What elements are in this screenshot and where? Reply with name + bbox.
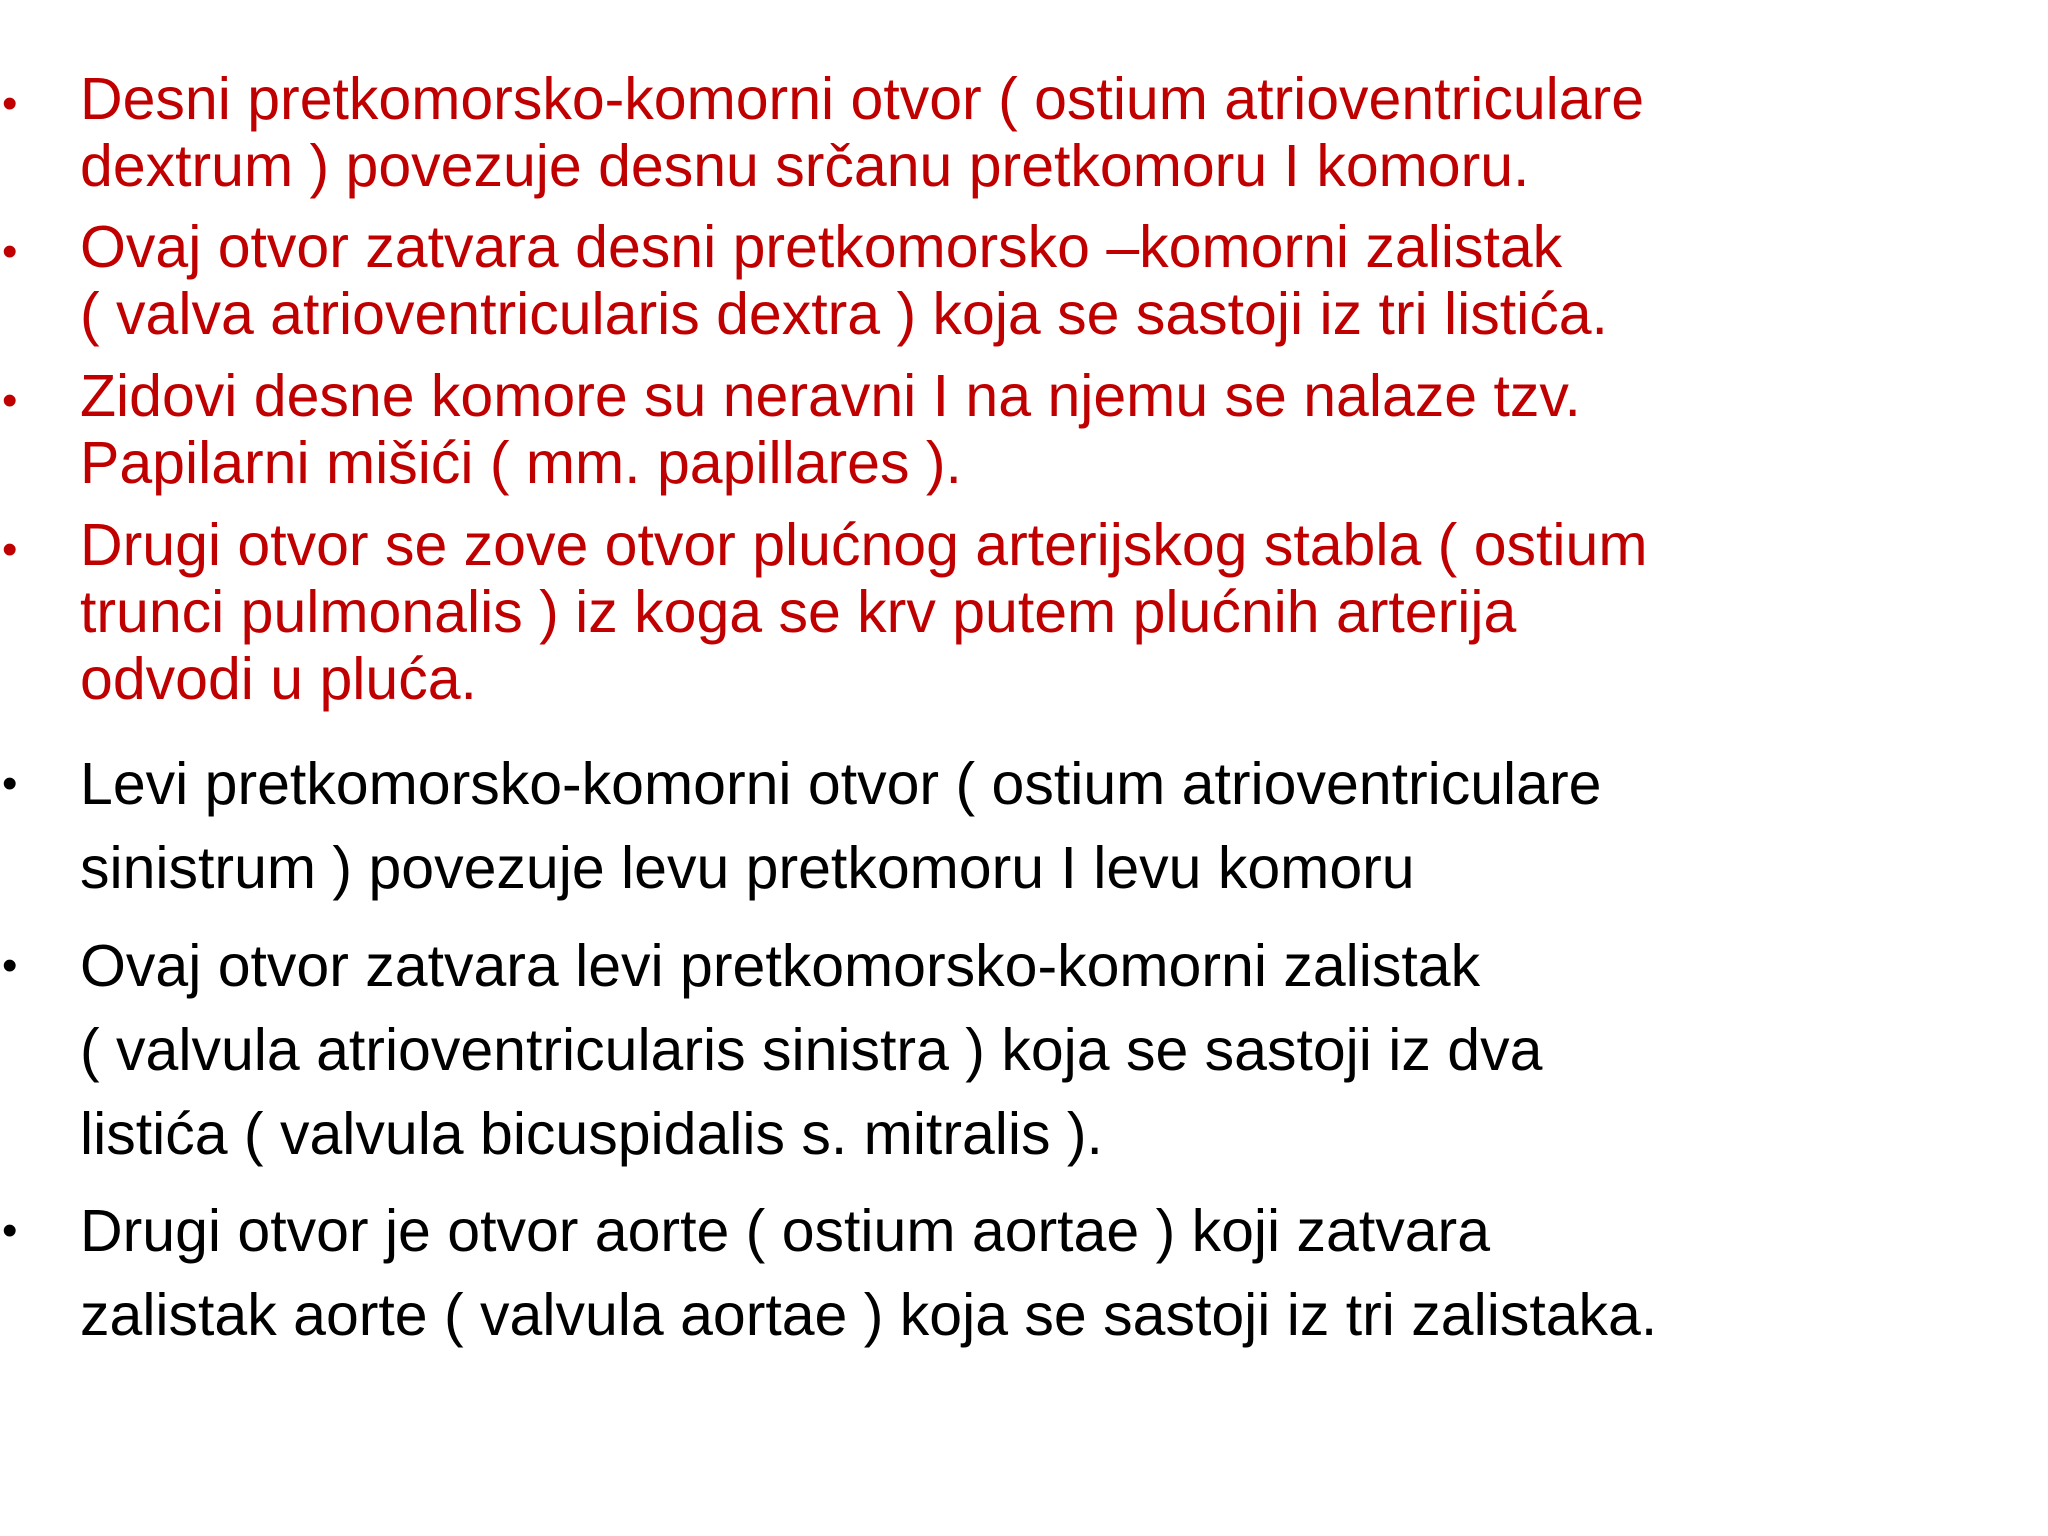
bullet-text xyxy=(80,1189,2010,1357)
text-line: Ovaj otvor zatvara levi pretkomorsko-komorni zalistak xyxy=(80,933,1481,999)
text-line: trunci pulmonalis ) iz koga se krv putem plućnih arterija xyxy=(80,579,1517,645)
bullet-marker: • xyxy=(2,525,18,574)
text-line: Drugi otvor se zove otvor plućnog arterijskog stabla ( ostium xyxy=(80,512,1648,578)
text-line: Desni pretkomorsko-komorni otvor ( ostium atrioventriculare xyxy=(80,66,1645,132)
text-line: ( valva atrioventricularis dextra ) koja se sastoji iz tri listića. xyxy=(80,281,1608,347)
text-line: Papilarni mišići ( mm. papillares ). xyxy=(80,430,962,496)
text-line: odvodi u pluća. xyxy=(80,646,477,712)
bullet-text xyxy=(80,924,2010,1176)
bullet-marker: • xyxy=(2,79,18,128)
bullet-text xyxy=(80,66,2010,200)
bullet-text xyxy=(80,363,2010,497)
bullet-text xyxy=(80,742,2010,910)
text-line: Drugi otvor je otvor aorte ( ostium aortae ) koji zatvara xyxy=(80,1198,1491,1264)
bullet-text xyxy=(80,512,2010,713)
text-line: Ovaj otvor zatvara desni pretkomorsko –komorni zalistak xyxy=(80,214,1563,280)
bullet-marker: • xyxy=(2,941,18,990)
bullet-marker: • xyxy=(2,376,18,425)
text-line: zalistak aorte ( valvula aortae ) koja se sastoji iz tri zalistaka. xyxy=(80,1282,1658,1348)
text-line: listića ( valvula bicuspidalis s. mitralis ). xyxy=(80,1101,1103,1167)
bullet-marker: • xyxy=(2,759,18,808)
text-line: Levi pretkomorsko-komorni otvor ( ostium atrioventriculare xyxy=(80,751,1602,817)
text-line: sinistrum ) povezuje levu pretkomoru I levu komoru xyxy=(80,835,1415,901)
text-line: dextrum ) povezuje desnu srčanu pretkomoru I komoru. xyxy=(80,133,1530,199)
bullet-marker: • xyxy=(2,1206,18,1255)
text-line: Zidovi desne komore su neravni I na njemu se nalaze tzv. xyxy=(80,363,1581,429)
bullet-marker: • xyxy=(2,227,18,276)
bullet-text xyxy=(80,214,2010,348)
text-line: ( valvula atrioventricularis sinistra ) koja se sastoji iz dva xyxy=(80,1017,1543,1083)
